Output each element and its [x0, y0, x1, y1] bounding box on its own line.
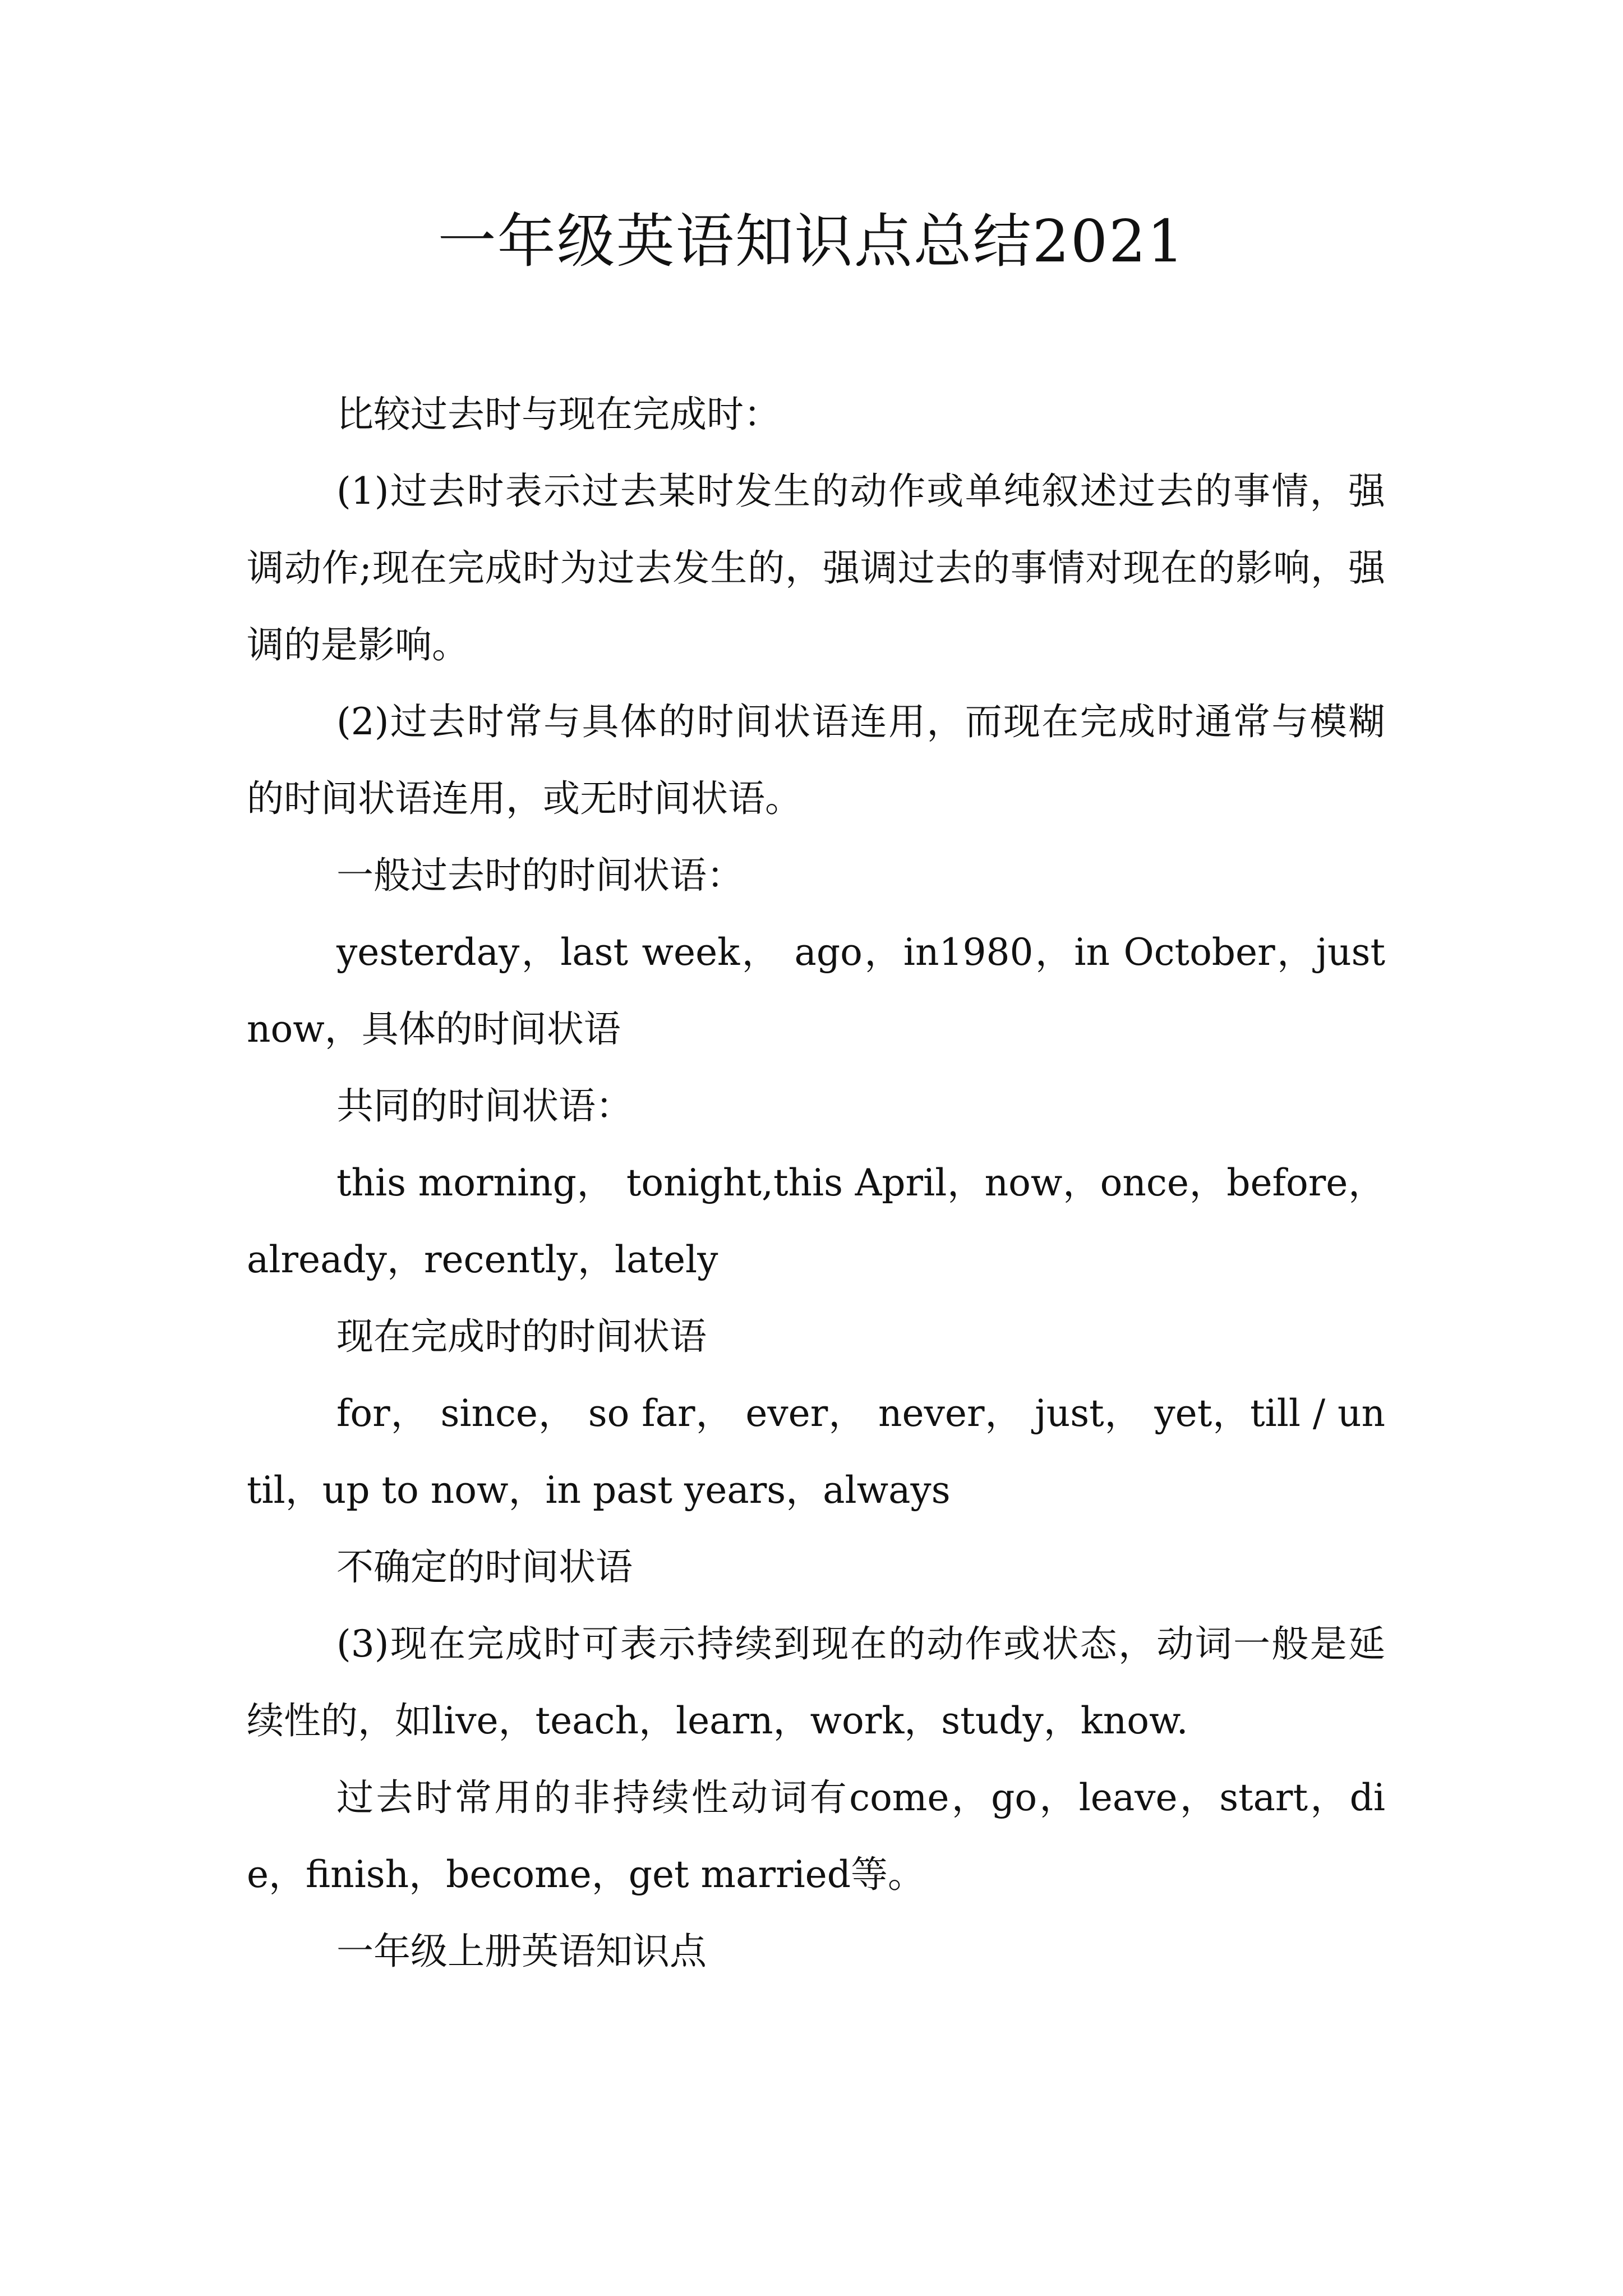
paragraph-uncertain-adverbials: 不确定的时间状语	[336, 1545, 633, 1589]
paragraph-shared-adverbials-heading: 共同的时间状语：	[336, 1084, 633, 1128]
paragraph-section-heading: 一年级上册英语知识点	[336, 1930, 707, 1973]
paragraph-shared-adverbials: this morning， tonight,this April，now，once，before，already，recently，lately	[247, 1161, 1385, 1281]
paragraph-perfect-adverbials-heading: 现在完成时的时间状语	[336, 1315, 707, 1358]
paragraph-point-2: (2)过去时常与具体的时间状语连用，而现在完成时通常与模糊的时间状语连用，或无时间状语。	[247, 700, 1385, 820]
paragraph-past-tense-adverbials: yesterday，last week， ago，in1980，in October，just now，具体的时间状语	[247, 931, 1385, 1051]
paragraph-comparison-heading: 比较过去时与现在完成时：	[336, 393, 781, 436]
paragraph-perfect-adverbials: for， since， so far， ever， never， just， yet，till / until，up to now，in past years，always	[247, 1392, 1385, 1512]
paragraph-point-3: (3)现在完成时可表示持续到现在的动作或状态，动词一般是延续性的，如live，teach，learn，work，study，know.	[247, 1622, 1385, 1742]
document-title: 一年级英语知识点总结2021	[437, 207, 1186, 275]
document-body	[247, 376, 1385, 1990]
paragraph-past-tense-adverbials-heading: 一般过去时的时间状语：	[336, 854, 744, 897]
paragraph-point-1: (1)过去时表示过去某时发生的动作或单纯叙述过去的事情，强调动作;现在完成时为过去发生的，强调过去的事情对现在的影响，强调的是影响。	[247, 470, 1385, 666]
paragraph-non-durative-verbs: 过去时常用的非持续性动词有come，go，leave，start，die，finish，become，get married等。	[247, 1776, 1385, 1896]
